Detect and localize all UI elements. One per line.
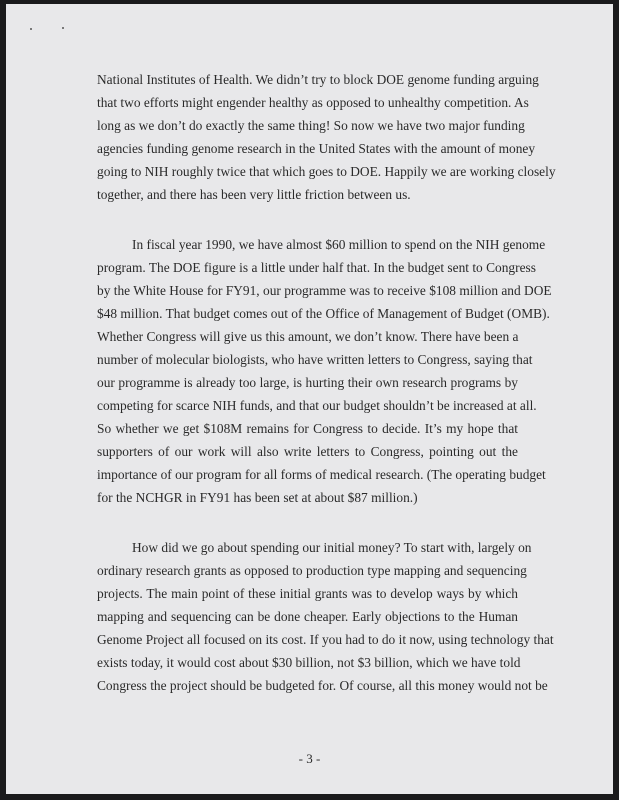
text-line: for the NCHGR in FY91 has been set at about $87 million.) bbox=[97, 490, 418, 505]
paragraph-1 bbox=[97, 68, 556, 206]
text-line: Congress the project should be budgeted for. Of course, all this money would not be bbox=[97, 678, 548, 693]
text-line: $48 million. That budget comes out of the Office of Management of Budget (OMB). bbox=[97, 306, 550, 321]
text-line: going to NIH roughly twice that which goes to DOE. Happily we are working closely bbox=[97, 164, 556, 179]
text-line: Whether Congress will give us this amount, we don’t know. There have been a bbox=[97, 329, 519, 344]
scan-mark bbox=[30, 28, 32, 30]
page-number: - 3 - bbox=[298, 751, 321, 766]
text-line: program. The DOE figure is a little under half that. In the budget sent to Congress bbox=[97, 260, 536, 275]
paragraph-2 bbox=[97, 233, 552, 509]
text-line: In fiscal year 1990, we have almost $60 million to spend on the NIH genome bbox=[132, 237, 546, 252]
text-line: by the White House for FY91, our programme was to receive $108 million and DOE bbox=[97, 283, 552, 298]
text-line: our programme is already too large, is hurting their own research programs by bbox=[97, 375, 518, 390]
text-line: exists today, it would cost about $30 billion, not $3 billion, which we have told bbox=[97, 655, 521, 670]
text-line: So whether we get $108M remains for Congress to decide. It’s my hope that bbox=[97, 421, 518, 436]
text-line: National Institutes of Health. We didn’t try to block DOE genome funding arguing bbox=[97, 72, 539, 87]
text-line: mapping and sequencing can be done cheaper. Early objections to the Human bbox=[97, 609, 518, 624]
text-line: importance of our program for all forms of medical research. (The operating budget bbox=[97, 467, 546, 482]
text-line: that two efforts might engender healthy as opposed to unhealthy competition. As bbox=[97, 95, 529, 110]
text-line: long as we don’t do exactly the same thing! So now we have two major funding bbox=[97, 118, 525, 133]
text-line: together, and there has been very little friction between us. bbox=[97, 187, 411, 202]
text-line: number of molecular biologists, who have written letters to Congress, saying that bbox=[97, 352, 533, 367]
document-page bbox=[6, 4, 613, 794]
text-line: Genome Project all focused on its cost. If you had to do it now, using technology that bbox=[97, 632, 554, 647]
text-line: supporters of our work will also write letters to Congress, pointing out the bbox=[97, 444, 518, 459]
scan-mark bbox=[62, 27, 64, 29]
paragraph-3 bbox=[97, 536, 554, 697]
text-line: ordinary research grants as opposed to production type mapping and sequencing bbox=[97, 563, 527, 578]
text-line: competing for scarce NIH funds, and that our budget shouldn’t be increased at all. bbox=[97, 398, 537, 413]
text-line: How did we go about spending our initial money? To start with, largely on bbox=[132, 540, 532, 555]
text-line: projects. The main point of these initial grants was to develop ways by which bbox=[97, 586, 518, 601]
text-line: agencies funding genome research in the United States with the amount of money bbox=[97, 141, 536, 156]
